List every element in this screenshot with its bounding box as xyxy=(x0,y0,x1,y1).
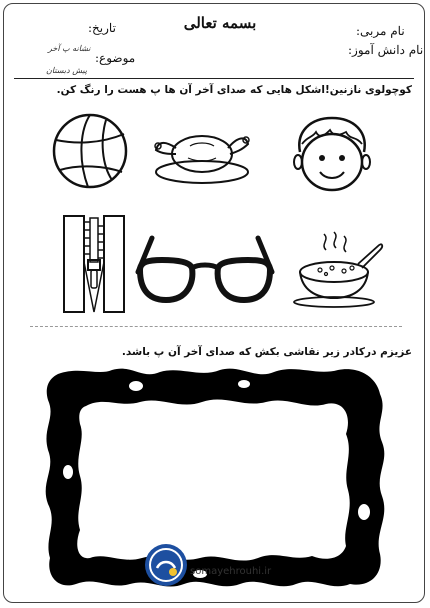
teacher-name-label: نام مربی: xyxy=(356,24,405,38)
header-divider xyxy=(14,78,414,79)
subject-label: موضوع: xyxy=(95,51,136,65)
site-logo-icon xyxy=(143,542,189,588)
roast-chicken-icon xyxy=(152,122,252,186)
subject-handwritten-1: نشانه پ آخر xyxy=(48,44,91,53)
zipper-icon xyxy=(60,212,128,316)
student-name-label: نام دانش آموز: xyxy=(348,43,424,57)
glasses-icon xyxy=(132,228,278,312)
soup-bowl-icon xyxy=(290,228,386,310)
date-label: تاریخ: xyxy=(88,21,116,35)
task1-instruction: کوچولوی نازنین!اشکل هایی که صدای آخر آن ها پ هست را رنگ کن. xyxy=(56,84,412,96)
page-title: بسمه تعالی xyxy=(183,14,257,32)
section-divider xyxy=(30,326,402,327)
ball-icon xyxy=(50,110,130,192)
subject-handwritten-2: پیش دبستان xyxy=(46,66,88,75)
task2-instruction: عزیزم درکادر زیر نقاشی بکش که صدای آخر آن پ باشد. xyxy=(121,346,412,358)
drawing-frame[interactable] xyxy=(40,362,390,592)
website-watermark: somayehrouhi.ir xyxy=(190,566,272,577)
face-icon xyxy=(290,112,374,196)
